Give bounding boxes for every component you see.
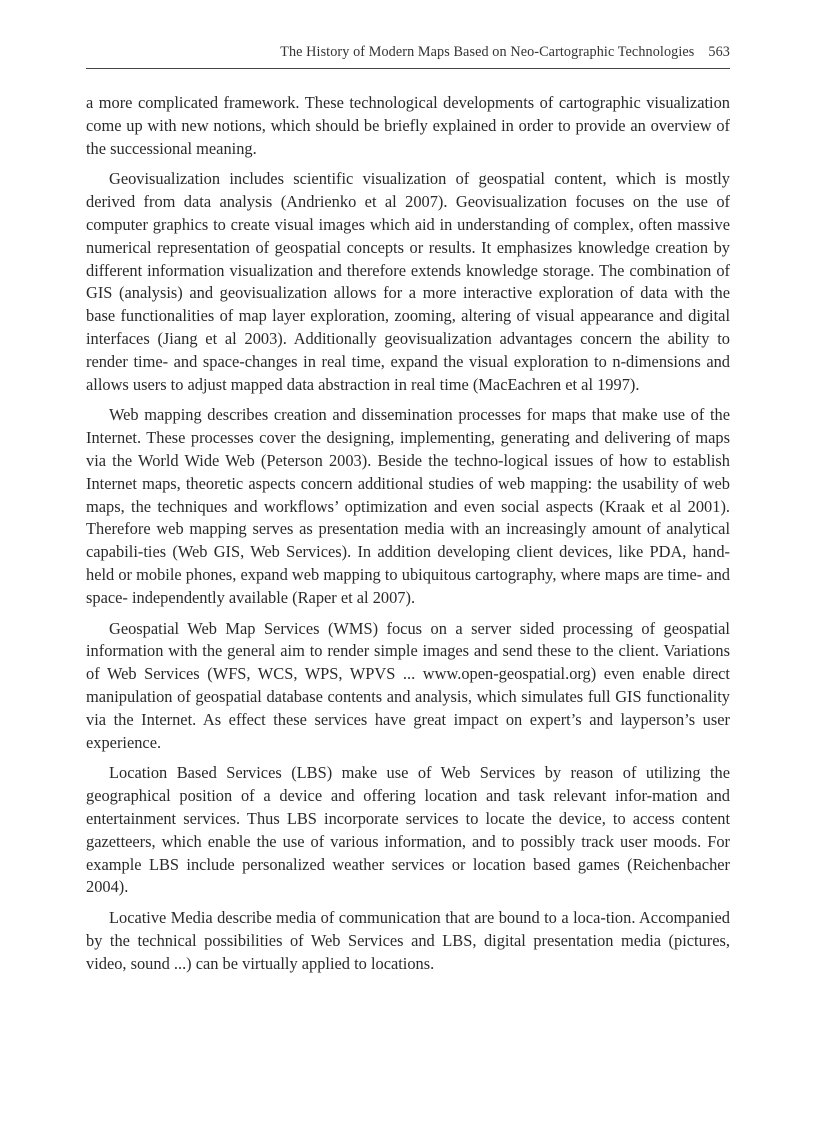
paragraph-continuation: a more complicated framework. These technological developments of cartographic visualization come up with new notions, which should be briefly explained in order to provide an overview of the successional meaning.	[86, 93, 730, 158]
paragraph-web-map-services: Geospatial Web Map Services (WMS) focus on a server sided processing of geospatial information with the general aim to render simple images and send these to the client. Variations of Web Services (WFS, WCS, WPS, WPVS ... www.open-geospatial.org) even enable direct manipulation of geospatial database contents and analysis, which simulates full GIS functionality via the Internet. As effect these services have great impact on expert’s and layperson’s user experience.	[86, 618, 730, 752]
body-text	[86, 92, 730, 983]
running-header	[280, 44, 730, 61]
paragraph-location-based-services: Location Based Services (LBS) make use of Web Services by reason of utilizing the geographical position of a device and offering location and task relevant infor-mation and entertainment services. Thus LBS incorporate services to locate the device, to access content gazetteers, which enable the use of various information, and to possibly track user moods. For example LBS include personalized weather services or location based games (Reichenbacher 2004).	[86, 763, 730, 897]
paragraph-web-mapping: Web mapping describes creation and dissemination processes for maps that make use of the Internet. These processes cover the designing, implementing, generating and delivering of maps via the World Wide Web (Peterson 2003). Beside the techno-logical issues of how to establish Internet maps, theoretic aspects concern additional studies of web mapping: the usability of web maps, the techniques and workflows’ optimization and even social aspects (Kraak et al 2001). Therefore web mapping serves as presentation media with an increasingly amount of analytical capabili-ties (Web GIS, Web Services). In addition developing client devices, like PDA, hand-held or mobile phones, expand web mapping to ubiquitous cartography, where maps are time- and space- independently available (Raper et al 2007).	[86, 405, 730, 607]
paragraph-locative-media: Locative Media describe media of communication that are bound to a loca-tion. Accompanied by the technical possibilities of Web Services and LBS, digital presentation media (pictures, video, sound ...) can be virtually applied to locations.	[86, 908, 730, 973]
running-title: The History of Modern Maps Based on Neo-Cartographic Technologies	[280, 44, 695, 60]
page-number: 563	[708, 44, 730, 60]
header-rule	[86, 68, 730, 69]
paragraph-geovisualization: Geovisualization includes scientific visualization of geospatial content, which is mostly derived from data analysis (Andrienko et al 2007). Geovisualization focuses on the use of computer graphics to create visual images which aid in understanding of complex, often massive numerical representation of geospatial concepts or results. It emphasizes knowledge creation by different information visualization and therefore extends knowledge storage. The combination of GIS (analysis) and geovisualization allows for a more interactive exploration of data with the base functionalities of map layer exploration, zooming, altering of visual appearance and digital interfaces (Jiang et al 2003). Additionally geovisualization advantages concern the ability to render time- and space-changes in real time, expand the visual exploration to n-dimensions and allows users to adjust mapped data abstraction in real time (MacEachren et al 1997).	[86, 169, 730, 394]
